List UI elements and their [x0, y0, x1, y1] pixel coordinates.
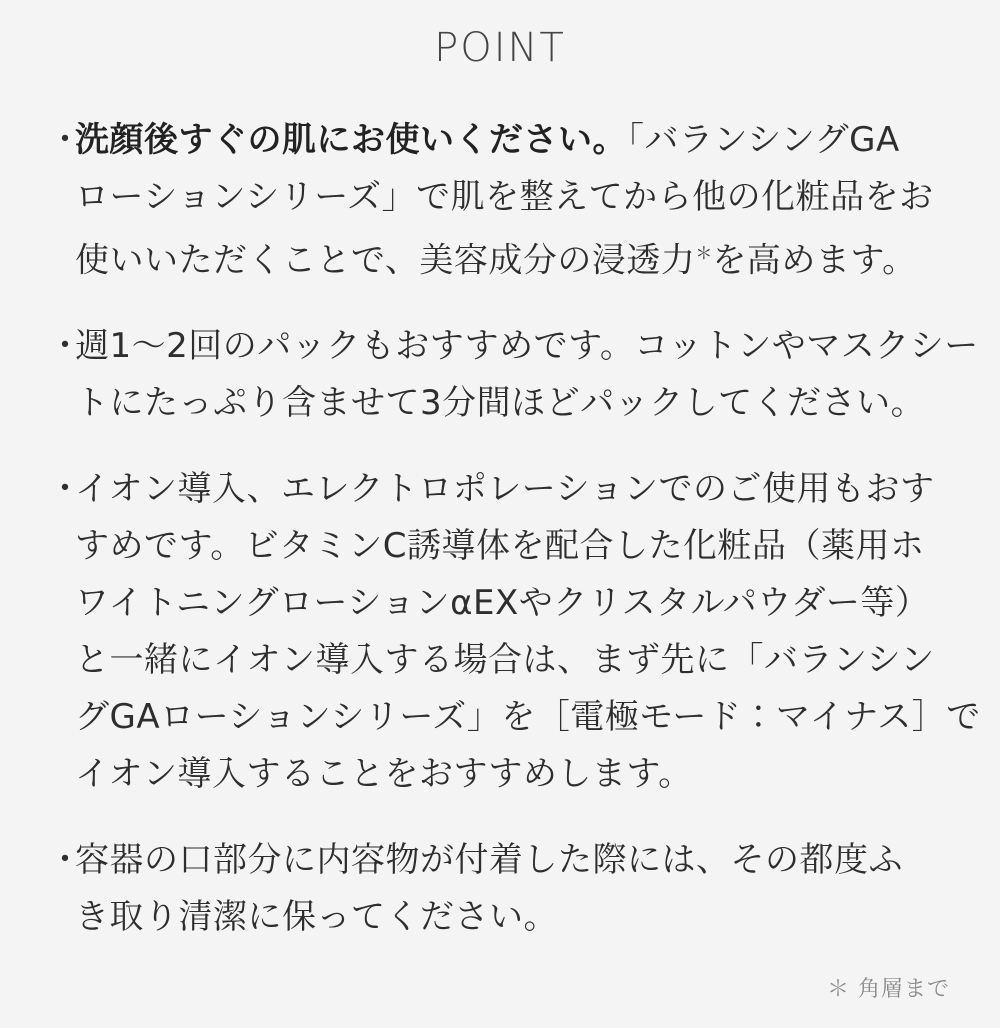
- text-line: き取り清潔に保ってください。: [75, 897, 558, 938]
- text-line: ワイトニングローションαEXやクリスタルパウダー等）: [75, 583, 930, 624]
- bullet-marker: ・: [48, 469, 83, 510]
- text-line: トにたっぷり含ませて3分間ほどパックしてください。: [75, 383, 926, 424]
- text-line: ローションシリーズ」で肌を整えてから他の化粧品をお: [75, 177, 934, 217]
- text-line: イオン導入することをおすすめします。: [75, 754, 693, 795]
- text-line: すめです。ビタミンC誘導体を配合した化粧品（薬用ホ: [75, 526, 925, 567]
- text-line: を高めます。: [712, 240, 917, 281]
- usage-point-item-4: [48, 832, 975, 946]
- text-line: と一緒にイオン導入する場合は、まず先に「バランシン: [75, 640, 935, 681]
- bold-lead-text: 洗顔後すぐの肌にお使いください。: [75, 120, 627, 160]
- usage-point-item-1: [48, 112, 975, 289]
- bullet-marker: ・: [48, 326, 83, 367]
- text-line: グGAローションシリーズ」を［電極モード：マイナス］で: [75, 697, 981, 738]
- usage-points-panel: [0, 25, 1000, 1028]
- text-line: 容器の口部分に内容物が付着した際には、その都度ふ: [75, 840, 903, 881]
- section-title: POINT: [434, 25, 566, 71]
- usage-point-item-2: [48, 318, 979, 432]
- text-line: 「バランシングGA: [627, 120, 900, 160]
- text-line: イオン導入、エレクトロポレーションでのご使用もおす: [75, 469, 935, 510]
- text-line: 週1〜2回のパックもおすすめです。コットンやマスクシー: [75, 326, 979, 367]
- usage-point-item-3: [48, 461, 981, 803]
- asterisk-superscript: ＊: [695, 244, 713, 264]
- bullet-marker: ・: [48, 120, 83, 160]
- footnote-annotation: ＊ 角層まで: [827, 977, 950, 1003]
- bullet-marker: ・: [48, 840, 83, 881]
- usage-points-list: [0, 68, 1000, 1005]
- text-line: 使いいただくことで、美容成分の浸透力: [75, 240, 696, 281]
